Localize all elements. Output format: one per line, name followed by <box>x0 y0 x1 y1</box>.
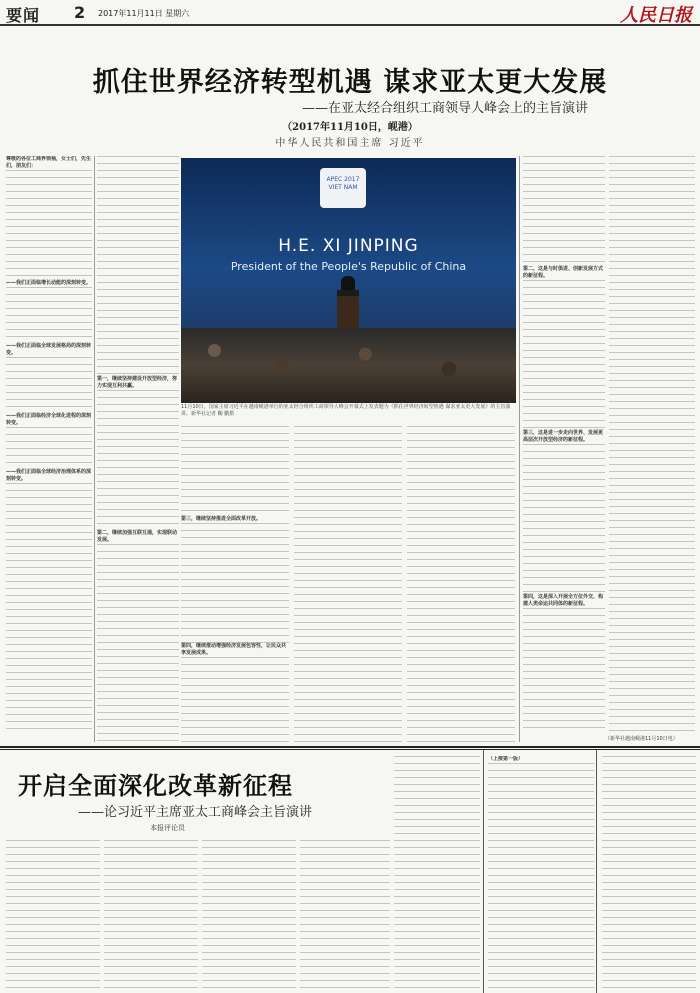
right-subhead-2: 第三，这是进一步走向世界、发展更高层次开放型经济的新征程。 <box>523 430 604 443</box>
end-note: （新华社越南岘港11月10日电） <box>605 736 678 742</box>
subhead-1: ——我们正面临增长动能的深刻转变。 <box>6 280 92 286</box>
text-column-10 <box>202 840 296 990</box>
text-column-13 <box>602 756 696 990</box>
body-text-block <box>97 156 179 376</box>
body-text-block <box>6 427 92 469</box>
photo-caption: 11月10日，国家主席习近平在越南岘港举行的亚太经合组织工商领导人峰会开幕式上发表题为《抓住世界经济转型机遇 谋求亚太更大发展》的主旨演讲。新华社记者 鞠 鹏摄 <box>181 404 511 417</box>
podium <box>337 290 359 330</box>
continued-box <box>483 750 597 993</box>
body-text-block <box>6 840 100 990</box>
body-text-block <box>602 756 696 990</box>
banner-title: President of the People's Republic of China <box>230 260 467 273</box>
body-text-block <box>609 156 695 731</box>
body-text-block <box>523 608 605 728</box>
second-byline: 本报评论员 <box>150 824 185 832</box>
body-text-block <box>181 657 289 742</box>
subhead-8: 第四，继续推动增强经济发展包容性，让民众共享发展成果。 <box>181 643 287 656</box>
body-text-block <box>6 483 92 733</box>
column-rule <box>94 156 95 742</box>
text-column-6 <box>523 156 605 742</box>
speech-photo <box>181 158 516 403</box>
body-text-block <box>202 840 296 990</box>
body-text-block <box>488 763 594 988</box>
body-text-block <box>407 426 515 742</box>
body-text-block <box>104 840 198 990</box>
text-column-12 <box>394 756 480 990</box>
subhead-7: 第三，继续坚持推进全面改革开放。 <box>181 516 262 522</box>
page-header <box>0 0 700 26</box>
body-text-block <box>6 357 92 413</box>
body-text-block <box>294 426 402 742</box>
column-rule <box>519 156 520 742</box>
apec-badge: APEC 2017 VIET NAM <box>320 168 366 208</box>
newspaper-logo: 人民日报 <box>620 5 692 26</box>
body-text-block <box>523 156 605 266</box>
text-column-3 <box>181 426 289 742</box>
text-column-9 <box>104 840 198 990</box>
text-column-5 <box>407 426 515 742</box>
body-text-block <box>523 280 605 430</box>
subhead-6: 第二，继续加强互联互通，实现联动发展。 <box>97 530 178 543</box>
banner-name: H.E. XI JINPING <box>278 236 419 256</box>
subhead-3: ——我们正面临经济全球化进程的深刻转变。 <box>6 413 92 426</box>
text-column-2 <box>97 156 179 742</box>
body-text-block <box>181 426 289 516</box>
opening-line: 尊敬的各位工商界领袖，女士们，先生们，朋友们： <box>6 156 92 169</box>
subhead-5: 第一，继续坚持建设开放型经济，努力实现互利共赢。 <box>97 376 178 389</box>
lead-dateline: （2017年11月10日，岘港） <box>282 122 418 133</box>
lead-subheadline: ——在亚太经合组织工商领导人峰会上的主旨演讲 <box>301 101 588 116</box>
right-subhead-1: 第二，这是与时俱进、创新发展方式的新征程。 <box>523 266 604 279</box>
text-column-4 <box>294 426 402 742</box>
text-column-1 <box>6 156 92 742</box>
body-text-block <box>6 287 92 343</box>
body-text-block <box>300 840 390 990</box>
second-subheadline: ——论习近平主席亚太工商峰会主旨演讲 <box>78 805 313 820</box>
lead-author: 中华人民共和国主席 习近平 <box>275 138 425 149</box>
body-text-block <box>6 170 92 280</box>
text-column-7 <box>609 156 695 731</box>
subhead-2: ——我们正面临全球发展格局的深刻转变。 <box>6 343 92 356</box>
body-text-block <box>394 756 480 990</box>
text-column-11 <box>300 840 390 990</box>
body-text-block <box>97 544 179 742</box>
body-text-block <box>181 523 289 643</box>
subhead-4: ——我们正面临全球经济治理体系的深刻转变。 <box>6 469 92 482</box>
page-number: 2 <box>74 3 86 22</box>
body-text-block <box>523 444 605 594</box>
second-headline: 开启全面深化改革新征程 <box>18 772 293 800</box>
continued-text <box>488 756 594 988</box>
right-subhead-3: 第四，这是深入开展全方位外交、构建人类命运共同体的新征程。 <box>523 594 604 607</box>
issue-date: 2017年11月11日 星期六 <box>98 9 190 18</box>
lead-headline: 抓住世界经济转型机遇 谋求亚太更大发展 <box>92 67 608 98</box>
audience <box>181 328 516 403</box>
section-name: 要闻 <box>6 6 41 25</box>
text-column-8 <box>6 840 100 990</box>
continued-label: （上接第一版） <box>488 756 524 762</box>
body-text-block <box>97 390 179 530</box>
